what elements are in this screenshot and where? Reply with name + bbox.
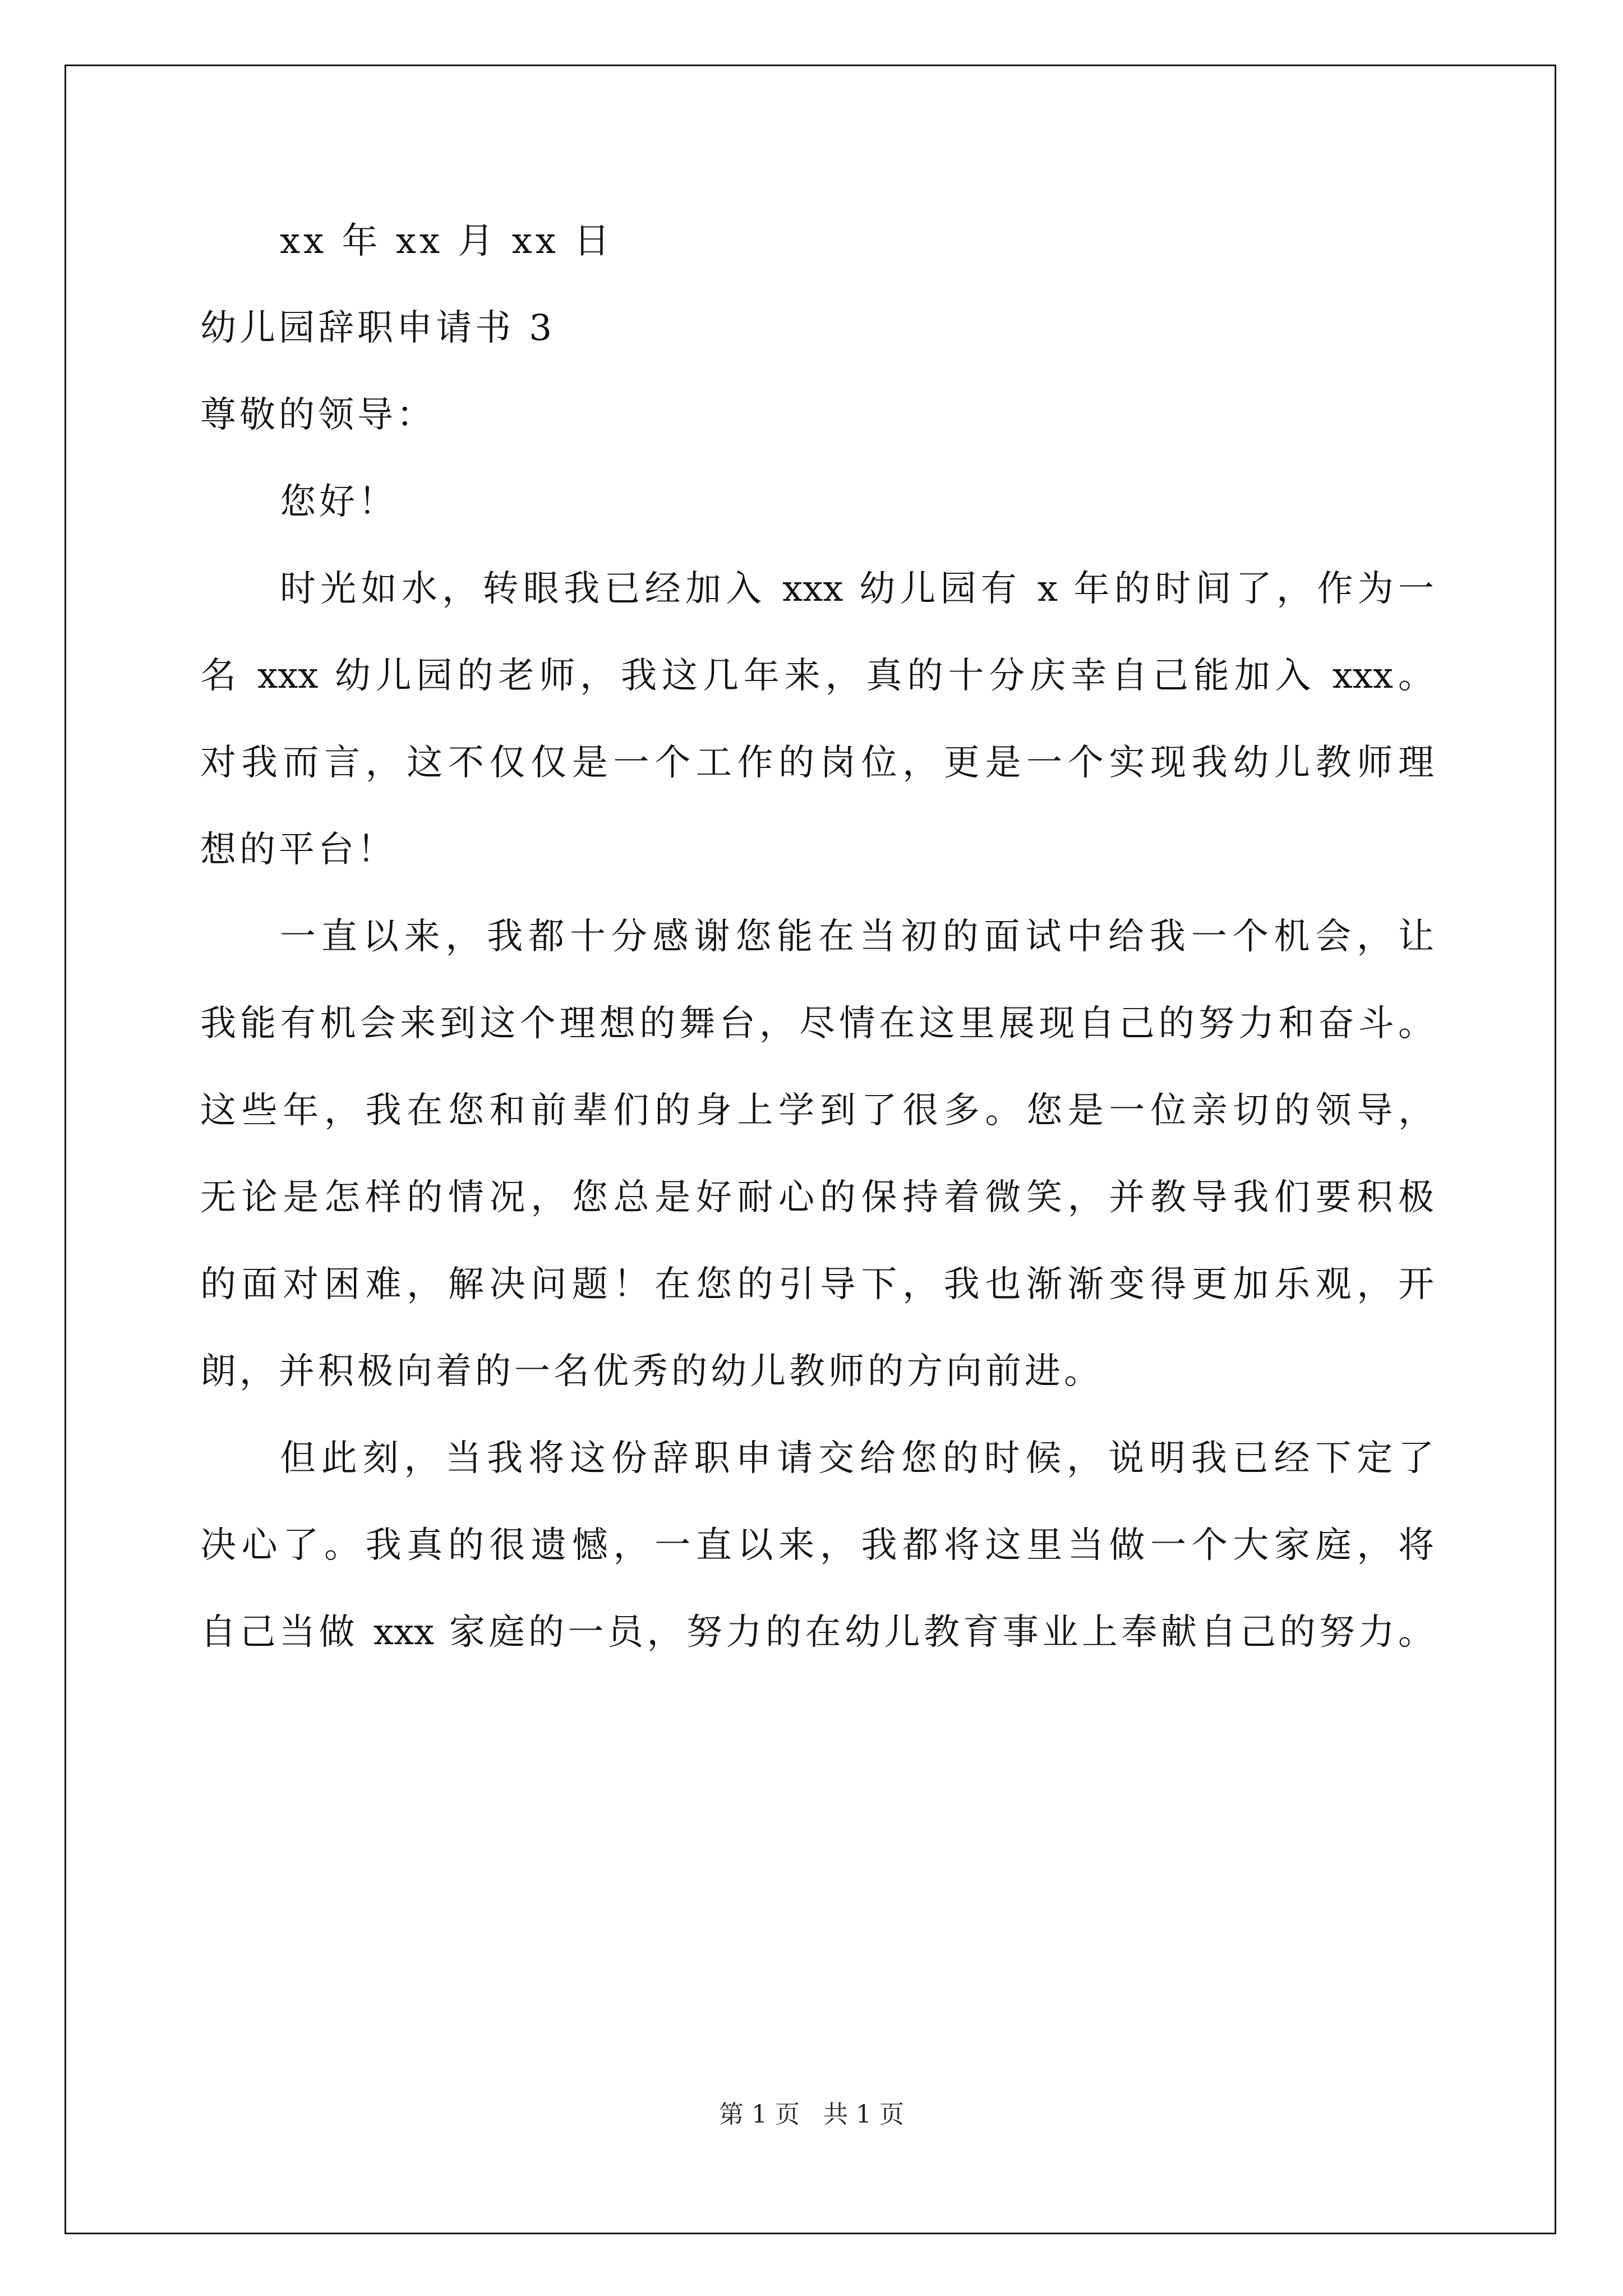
- body-line: 一直以来，我都十分感谢您能在当初的面试中给我一个机会，让: [280, 916, 1434, 958]
- body-line: 这些年，我在您和前辈们的身上学到了很多。您是一位亲切的领导，: [200, 1090, 1434, 1131]
- greeting: 您好！: [280, 481, 398, 523]
- page-number-footer: 第 1 页 共 1 页: [719, 2100, 904, 2129]
- body-line: 时光如水，转眼我已经加入 xxx 幼儿园有 x 年的时间了，作为一: [280, 568, 1434, 610]
- page-frame: [64, 65, 1556, 2234]
- salutation: 尊敬的领导：: [200, 394, 436, 436]
- body-line: 的面对困难，解决问题！在您的引导下，我也渐渐变得更加乐观，开: [200, 1264, 1434, 1305]
- body-line: 想的平台！: [200, 829, 396, 871]
- body-line: 但此刻，当我将这份辞职申请交给您的时候，说明我已经下定了: [280, 1438, 1434, 1479]
- body-line: 自己当做 xxx 家庭的一员，努力的在幼儿教育事业上奉献自己的努力。: [200, 1612, 1434, 1653]
- body-line: 无论是怎样的情况，您总是好耐心的保持着微笑，并教导我们要积极: [200, 1177, 1434, 1218]
- body-line: 朗，并积极向着的一名优秀的幼儿教师的方向前进。: [200, 1351, 1103, 1392]
- body-line: 名 xxx 幼儿园的老师，我这几年来，真的十分庆幸自己能加入 xxx。: [200, 655, 1434, 697]
- document-title: 幼儿园辞职申请书 3: [200, 307, 556, 349]
- body-line: 对我而言，这不仅仅是一个工作的岗位，更是一个实现我幼儿教师理: [200, 742, 1434, 784]
- body-line: 我能有机会来到这个理想的舞台，尽情在这里展现自己的努力和奋斗。: [200, 1003, 1434, 1045]
- body-line: 决心了。我真的很遗憾，一直以来，我都将这里当做一个大家庭，将: [200, 1525, 1434, 1566]
- date-line: xx 年 xx 月 xx 日: [280, 220, 614, 262]
